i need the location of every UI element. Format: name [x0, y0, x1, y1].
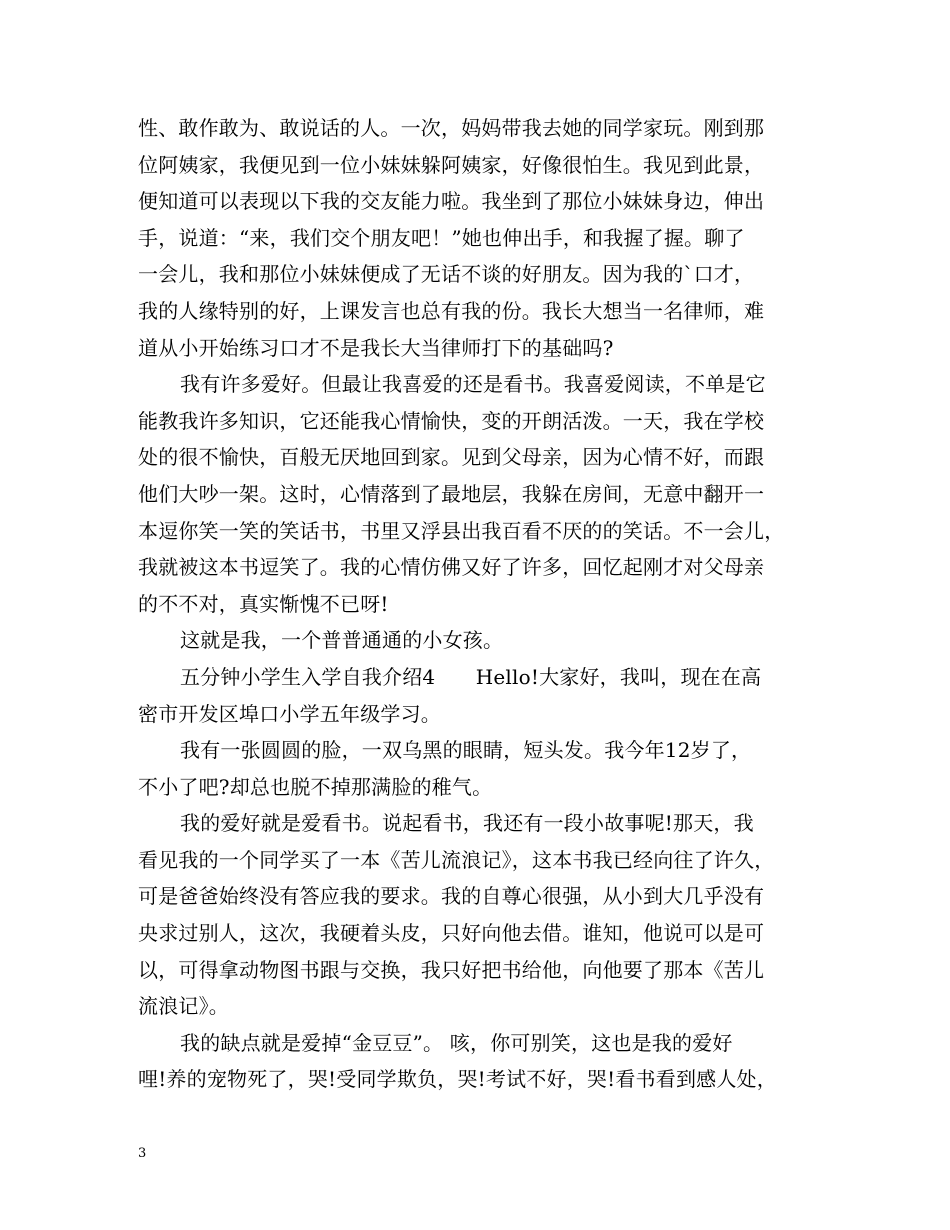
- text-line: 流浪记》。: [138, 994, 229, 1019]
- text-line: 手，说道：“来，我们交个朋友吧！”她也伸出手，和我握了握。聊了: [138, 225, 745, 250]
- text-line: 位阿姨家，我便见到一位小妹妹躲阿姨家，好像很怕生。我见到此景，: [138, 152, 765, 177]
- text-line: 我的人缘特别的好，上课发言也总有我的份。我长大想当一名律师，难: [138, 298, 765, 323]
- text-line: 哩!养的宠物死了，哭!受同学欺负，哭!考试不好，哭!看书看到感人处，: [138, 1067, 777, 1092]
- text-line: 一会儿，我和那位小妹妹便成了无话不谈的好朋友。因为我的`口才，: [138, 262, 755, 287]
- text-line: 密市开发区埠口小学五年级学习。: [138, 701, 441, 726]
- paragraph-start-line: 我有许多爱好。但最让我喜爱的还是看书。我喜爱阅读，不单是它: [180, 372, 766, 397]
- document-body: [138, 110, 818, 1098]
- paragraph-start-line: 我的爱好就是爱看书。说起看书，我还有一段小故事呢!那天，我: [180, 811, 754, 836]
- text-line: 能教我许多知识，它还能我心情愉快，变的开朗活泼。一天，我在学校: [138, 408, 765, 433]
- paragraph-start-line: 我的缺点就是爱掉“金豆豆”。 咳，你可别笑，这也是我的爱好: [180, 1030, 733, 1055]
- section-heading-line: 五分钟小学生入学自我介绍4 Hello!大家好，我叫，现在在高: [180, 664, 762, 689]
- text-line: 本逗你笑一笑的笑话书，书里又浮县出我百看不厌的的笑话。不一会儿，: [138, 518, 785, 543]
- text-line: 的不不对，真实惭愧不已呀!: [138, 591, 389, 616]
- text-line: 看见我的一个同学买了一本《苦儿流浪记》，这本书我已经向往了许久，: [138, 847, 775, 872]
- page-number: 3: [138, 1146, 147, 1161]
- text-line: 我就被这本书逗笑了。我的心情仿佛又好了许多，回忆起刚才对父母亲: [138, 555, 765, 580]
- text-line: 以，可得拿动物图书跟与交换，我只好把书给他，向他要了那本《苦儿: [138, 957, 765, 982]
- text-line: 不小了吧?却总也脱不掉那满脸的稚气。: [138, 774, 493, 799]
- text-line: 道从小开始练习口才不是我长大当律师打下的基础吗?: [138, 335, 614, 360]
- text-line: 他们大吵一架。这时，心情落到了最地层，我躲在房间，无意中翻开一: [138, 481, 765, 506]
- paragraph-start-line: 这就是我，一个普普通通的小女孩。: [180, 628, 504, 653]
- paragraph-start-line: 我有一张圆圆的脸，一双乌黑的眼睛，短头发。我今年12岁了，: [180, 738, 752, 763]
- text-line: 可是爸爸始终没有答应我的要求。我的自尊心很强，从小到大几乎没有: [138, 884, 765, 909]
- text-line: 央求过别人，这次，我硬着头皮，只好向他去借。谁知，他说可以是可: [138, 921, 765, 946]
- text-line: 处的很不愉快，百般无厌地回到家。见到父母亲，因为心情不好，而跟: [138, 445, 765, 470]
- text-line: 性、敢作敢为、敢说话的人。一次，妈妈带我去她的同学家玩。刚到那: [138, 116, 765, 140]
- text-line: 便知道可以表现以下我的交友能力啦。我坐到了那位小妹妹身边，伸出: [138, 189, 765, 214]
